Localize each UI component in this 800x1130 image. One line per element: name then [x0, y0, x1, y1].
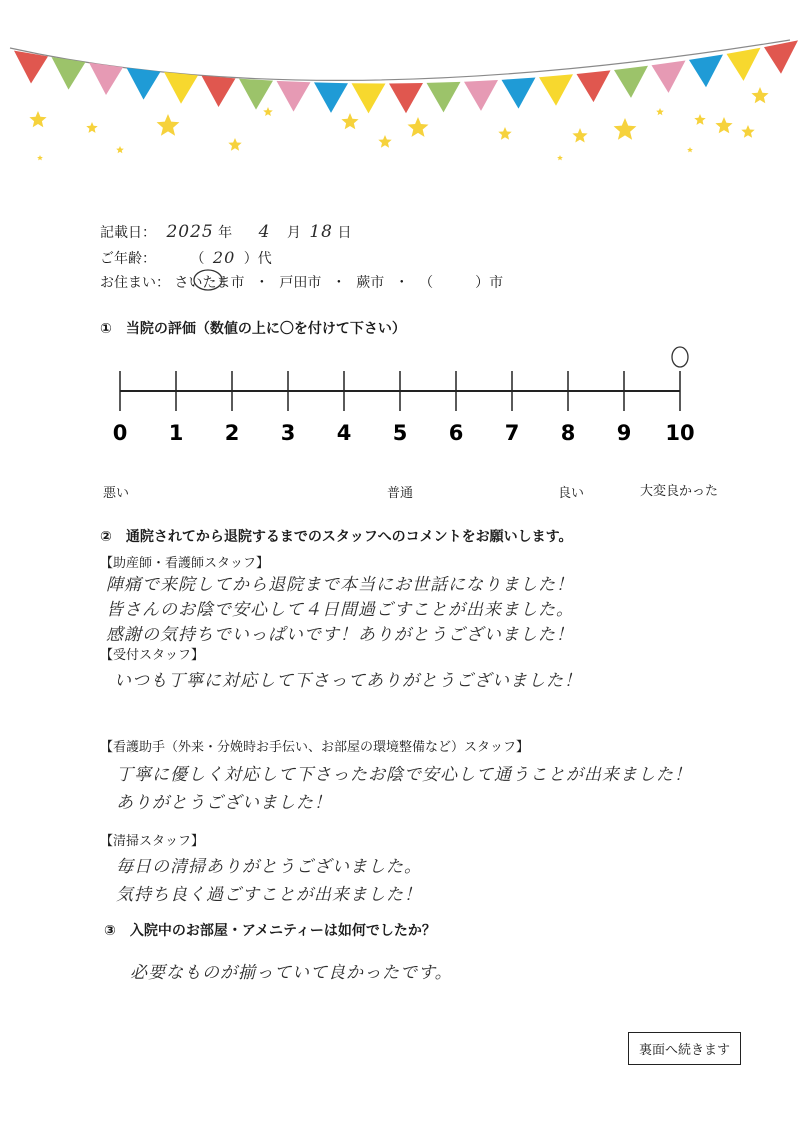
star-icon — [572, 128, 587, 143]
scale-tick-label: 1 — [168, 421, 184, 445]
bunting-flag — [727, 48, 761, 81]
bunting-flag — [389, 83, 423, 113]
address-row — [100, 272, 503, 292]
staff-heading-nurses: 【助産師・看護師スタッフ】 — [100, 556, 270, 571]
star-icon — [694, 114, 705, 125]
q3-title: ③ 入院中のお部屋・アメニティーは如何でしたか？ — [104, 923, 436, 939]
age-label: ご年齢： — [100, 251, 156, 267]
comment-line: いつも丁寧に対応して下さってありがとうございました！ — [114, 671, 582, 691]
address-option-saitama: さいたま市 — [174, 272, 244, 292]
date-label: 記載日： — [100, 225, 156, 241]
age-value: 20 — [212, 248, 236, 267]
star-icon — [341, 113, 358, 129]
star-icon — [263, 107, 273, 116]
scale-word-good: 良い — [558, 486, 585, 501]
bunting-flag — [202, 76, 236, 107]
bunting-flag — [127, 68, 161, 100]
rating-scale — [100, 340, 720, 460]
bunting-flag — [277, 81, 311, 112]
address-option-other: （ ）市 — [419, 275, 504, 291]
bunting-flags — [14, 40, 798, 113]
selection-circle — [192, 268, 224, 292]
bunting-flag — [502, 78, 536, 109]
address-separator: ・ — [254, 275, 269, 291]
comment-line: 陣痛で来院してから退院まで本当にお世話になりました！ — [106, 575, 574, 595]
star-icon — [751, 87, 768, 103]
star-icon — [29, 111, 46, 127]
star-icon — [741, 125, 754, 138]
scale-tick-label: 5 — [392, 421, 408, 445]
star-icon — [116, 146, 124, 153]
bunting-flag — [689, 54, 723, 87]
address-label: お住まい： — [100, 275, 170, 291]
scale-word-very-good: 大変良かった — [640, 484, 719, 499]
bunting-flag — [539, 74, 573, 105]
address-option-toda: 戸田市 — [279, 275, 322, 291]
scale-tick-label: 9 — [616, 421, 632, 445]
bunting-flag — [577, 70, 611, 102]
star-icon — [37, 155, 43, 160]
date-day-unit: 日 — [337, 225, 352, 241]
comment-line: ありがとうございました！ — [116, 793, 332, 813]
bunting-flag — [464, 80, 498, 111]
star-icon — [687, 147, 693, 152]
address-option-warabi: 蕨市 — [356, 275, 385, 291]
comment-line: 気持ち良く過ごすことが出来ました！ — [116, 885, 422, 905]
bunting-flag — [427, 82, 461, 113]
bunting-flag — [352, 83, 386, 113]
star-icon — [614, 118, 637, 140]
bunting-flag — [764, 40, 798, 73]
scale-tick-label: 6 — [448, 421, 464, 445]
scale-tick-label: 10 — [665, 421, 695, 445]
star-icon — [656, 108, 664, 115]
comment-line: 丁寧に優しく対応して下さったお陰で安心して通うことが出来ました！ — [116, 765, 692, 785]
selected-rating-circle — [672, 347, 688, 367]
date-row — [100, 222, 351, 242]
date-year-value: 2025 — [166, 222, 214, 242]
comment-line: 皆さんのお陰で安心して４日間過ごすことが出来ました。 — [106, 600, 574, 620]
bunting-flag — [652, 60, 686, 92]
bunting-flag — [164, 72, 198, 104]
scale-tick-label: 3 — [280, 421, 296, 445]
star-icon — [228, 138, 241, 151]
date-year-unit: 年 — [218, 225, 233, 241]
scale-word-bad: 悪い — [103, 486, 130, 501]
star-icon — [498, 127, 511, 140]
address-separator: ・ — [394, 275, 409, 291]
age-open: （ — [190, 251, 205, 267]
star-icon — [86, 122, 97, 133]
star-icon — [378, 135, 391, 148]
staff-heading-reception: 【受付スタッフ】 — [100, 648, 205, 663]
bunting-banner — [0, 0, 800, 180]
date-month-unit: 月 — [286, 225, 301, 241]
scale-tick-label: 8 — [560, 421, 576, 445]
age-row — [100, 248, 272, 268]
star-icon — [715, 117, 732, 133]
bunting-flag — [614, 66, 648, 98]
staff-heading-assistants: 【看護助手（外来・分娩時お手伝い、お部屋の環境整備など）スタッフ】 — [100, 740, 530, 755]
comment-line: 感謝の気持ちでいっぱいです！ありがとうございました！ — [106, 625, 574, 645]
q1-title: ① 当院の評価（数値の上に〇を付けて下さい） — [100, 321, 406, 337]
age-close: ）代 — [243, 251, 272, 267]
date-day-value: 18 — [309, 222, 333, 242]
date-month-value: 4 — [258, 222, 271, 242]
scale-tick-label: 0 — [112, 421, 128, 445]
bunting-flag — [89, 63, 123, 95]
scale-tick-label: 2 — [224, 421, 240, 445]
bunting-flag — [239, 79, 273, 110]
staff-heading-cleaning: 【清掃スタッフ】 — [100, 834, 205, 849]
bunting-flag — [314, 82, 348, 112]
star-icon — [157, 114, 180, 136]
q3-answer: 必要なものが揃っていて良かったです。 — [130, 963, 453, 983]
star-icon — [408, 117, 429, 137]
star-icon — [557, 155, 563, 160]
continue-notice: 裏面へ続きます — [628, 1032, 741, 1065]
bunting-flag — [52, 57, 86, 90]
address-separator: ・ — [331, 275, 346, 291]
scale-tick-label: 4 — [336, 421, 352, 445]
bunting-flag — [14, 51, 48, 84]
comment-line: 毎日の清掃ありがとうございました。 — [116, 857, 422, 877]
scale-word-normal: 普通 — [387, 486, 414, 501]
scale-tick-label: 7 — [504, 421, 520, 445]
q2-title: ② 通院されてから退院するまでのスタッフへのコメントをお願いします。 — [100, 529, 573, 545]
